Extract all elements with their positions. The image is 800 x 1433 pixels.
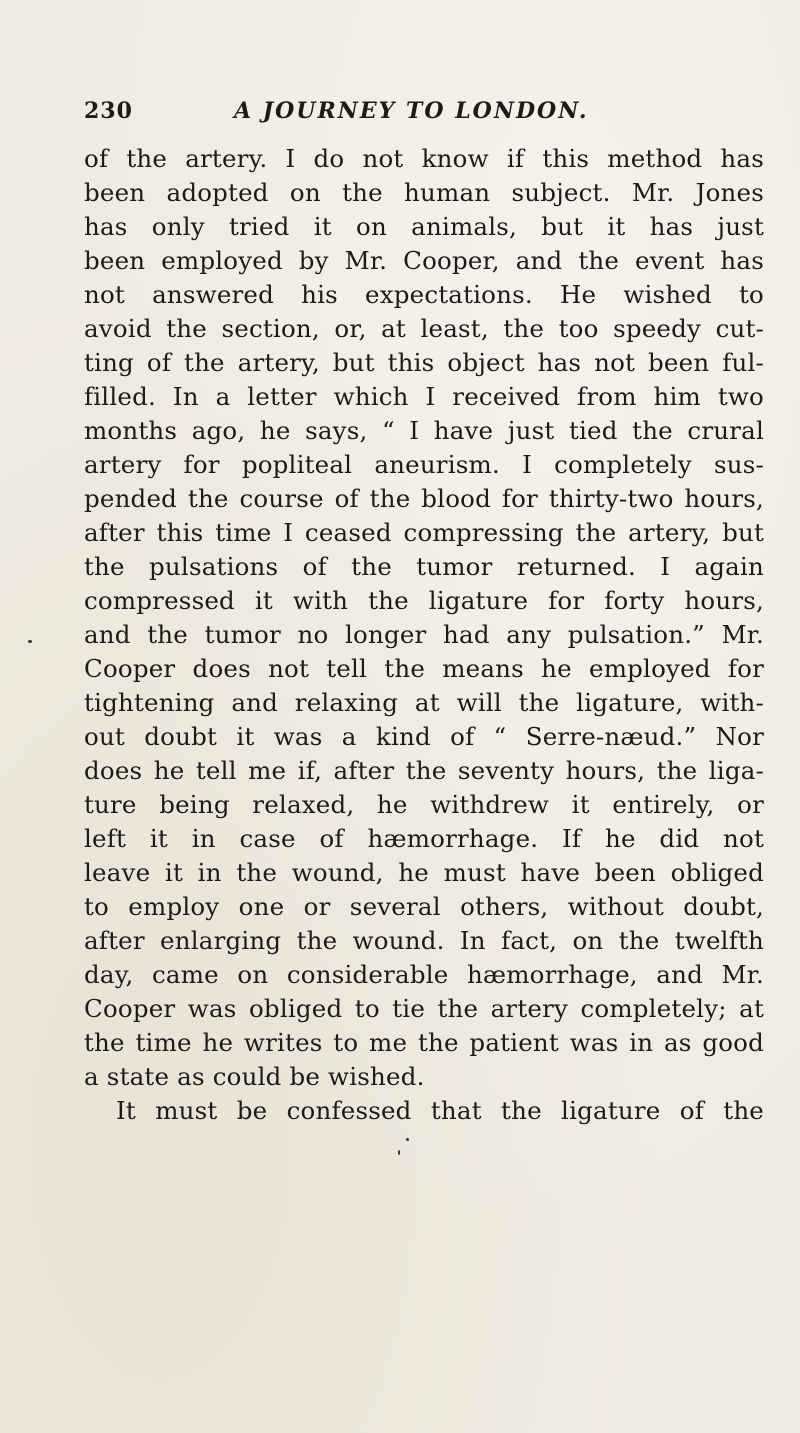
- text-line: been employed by Mr. Cooper, and the event has: [84, 246, 764, 275]
- text-line: artery for popliteal aneurism. I completely sus-: [84, 450, 764, 479]
- text-line: Cooper does not tell the means he employed for: [84, 654, 764, 683]
- text-line: the pulsations of the tumor returned. I again: [84, 552, 764, 581]
- text-line: to employ one or several others, without doubt,: [84, 892, 764, 921]
- text-line: and the tumor no longer had any pulsation.” Mr.: [84, 620, 764, 649]
- text-line: leave it in the wound, he must have been obliged: [84, 858, 764, 887]
- text-line: left it in case of hæmorrhage. If he did not: [84, 824, 764, 853]
- text-line: filled. In a letter which I received from him two: [84, 382, 764, 411]
- page-header: [84, 98, 764, 128]
- text-line: out doubt it was a kind of “ Serre-næud.” Nor: [84, 722, 764, 751]
- text-line: avoid the section, or, at least, the too speedy cut-: [84, 314, 764, 343]
- text-line: ture being relaxed, he withdrew it entirely, or: [84, 790, 764, 819]
- text-line: pended the course of the blood for thirty-two hours,: [84, 484, 764, 513]
- text-line: compressed it with the ligature for forty hours,: [84, 586, 764, 615]
- running-head: A JOURNEY TO LONDON.: [234, 98, 589, 124]
- text-line: months ago, he says, “ I have just tied the crural: [84, 416, 764, 445]
- page-number: 230: [84, 98, 133, 124]
- text-line: Cooper was obliged to tie the artery completely; at: [84, 994, 764, 1023]
- text-line: It must be confessed that the ligature of the: [116, 1096, 764, 1125]
- text-line: been adopted on the human subject. Mr. Jones: [84, 178, 764, 207]
- text-line: ting of the artery, but this object has not been ful-: [84, 348, 764, 377]
- text-line: does he tell me if, after the seventy hours, the liga-: [84, 756, 764, 785]
- text-line: of the artery. I do not know if this method has: [84, 144, 764, 173]
- text-line: tightening and relaxing at will the ligature, with-: [84, 688, 764, 717]
- text-line: not answered his expectations. He wished to: [84, 280, 764, 309]
- text-line: the time he writes to me the patient was in as good: [84, 1028, 764, 1057]
- text-line: has only tried it on animals, but it has just: [84, 212, 764, 241]
- text-line: day, came on considerable hæmorrhage, and Mr.: [84, 960, 764, 989]
- text-line: a state as could be wished.: [84, 1062, 425, 1091]
- text-line: after enlarging the wound. In fact, on the twelfth: [84, 926, 764, 955]
- text-line: after this time I ceased compressing the artery, but: [84, 518, 764, 547]
